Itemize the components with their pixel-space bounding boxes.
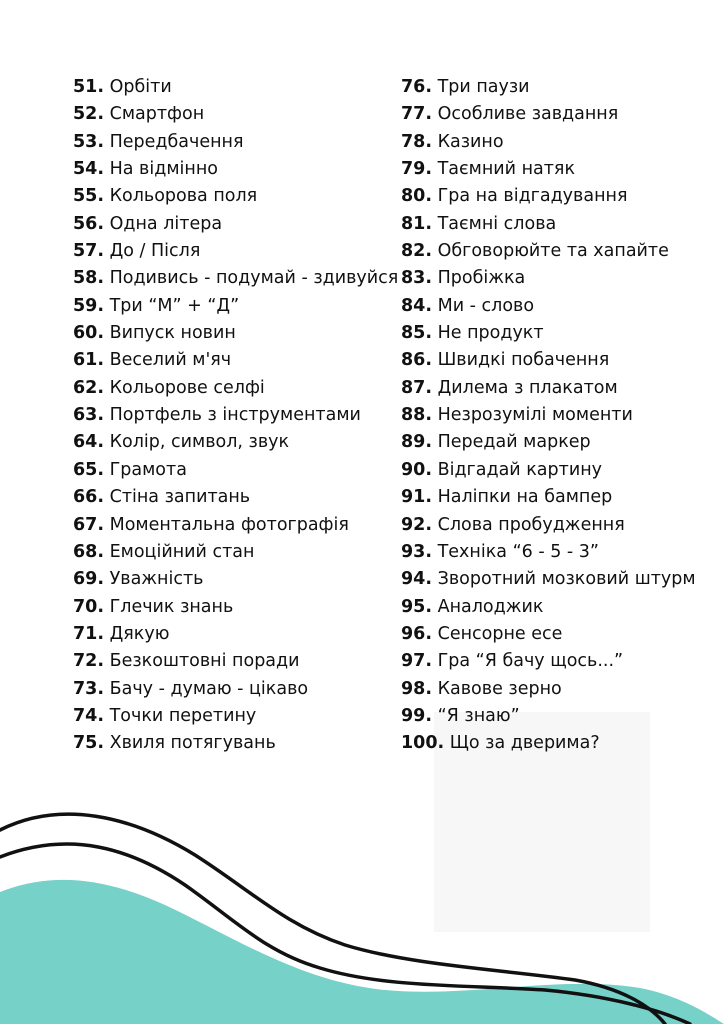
item-text: Три “М” + “Д” <box>109 295 240 316</box>
item-number: 55. <box>73 186 105 207</box>
item-text: Стіна запитань <box>109 487 251 508</box>
item-number: 60. <box>73 323 105 344</box>
item-text: Веселий м'яч <box>109 350 232 371</box>
item-text: Хвиля потягувань <box>109 733 276 754</box>
item-number: 81. <box>401 213 433 234</box>
item-number: 51. <box>73 77 105 97</box>
item-text: Грамота <box>109 459 187 480</box>
item-number: 52. <box>73 104 105 125</box>
item-number: 83. <box>401 268 433 289</box>
item-text: Емоційний стан <box>109 541 255 562</box>
item-number: 75. <box>73 733 105 754</box>
item-text: Кольорове селфі <box>109 377 265 398</box>
item-number: 67. <box>73 514 105 535</box>
item-number: 93. <box>401 541 433 562</box>
item-number: 98. <box>401 678 433 699</box>
item-number: 53. <box>73 131 105 152</box>
item-number: 57. <box>73 241 105 262</box>
item-text: Казино <box>437 131 504 152</box>
item-text: Зворотний мозковий штурм <box>437 569 696 590</box>
item-text: Точки перетину <box>109 705 257 726</box>
item-number: 97. <box>401 651 433 672</box>
item-number: 82. <box>401 241 433 262</box>
item-number: 88. <box>401 405 433 426</box>
item-number: 69. <box>73 569 105 590</box>
item-text: Що за дверима? <box>449 733 600 754</box>
item-number: 89. <box>401 432 433 453</box>
item-text: Особливе завдання <box>437 104 619 125</box>
item-text: Таємний натяк <box>437 159 576 180</box>
item-number: 87. <box>401 377 433 398</box>
item-number: 95. <box>401 596 433 617</box>
item-number: 72. <box>73 651 105 672</box>
item-text: Бачу - думаю - цікаво <box>109 678 309 699</box>
item-text: Безкоштовні поради <box>109 651 300 672</box>
item-text: Дякую <box>109 623 170 644</box>
item-number: 58. <box>73 268 105 289</box>
item-number: 100. <box>401 733 445 754</box>
teal-wave-shape <box>0 880 724 1024</box>
item-text: Відгадай картину <box>437 459 603 480</box>
item-text: Орбіти <box>109 77 172 97</box>
item-text: Гра “Я бачу щось...” <box>437 651 624 672</box>
item-text: Передай маркер <box>437 432 591 453</box>
item-text: Швидкі побачення <box>437 350 610 371</box>
item-number: 91. <box>401 487 433 508</box>
item-number: 63. <box>73 405 105 426</box>
item-number: 65. <box>73 459 105 480</box>
item-text: “Я знаю” <box>437 705 520 726</box>
item-text: Одна літера <box>109 213 223 234</box>
item-text: Таємні слова <box>437 213 557 234</box>
item-text: Глечик знань <box>109 596 234 617</box>
item-number: 73. <box>73 678 105 699</box>
item-text: Сенсорне есе <box>437 623 563 644</box>
item-text: Не продукт <box>437 323 544 344</box>
item-number: 56. <box>73 213 105 234</box>
item-number: 76. <box>401 77 433 97</box>
item-text: Пробіжка <box>437 268 526 289</box>
item-number: 84. <box>401 295 433 316</box>
item-number: 80. <box>401 186 433 207</box>
item-text: Аналоджик <box>437 596 544 617</box>
item-number: 66. <box>73 487 105 508</box>
item-number: 77. <box>401 104 433 125</box>
item-text: Наліпки на бампер <box>437 487 613 508</box>
item-text: Колір, символ, звук <box>109 432 290 453</box>
item-number: 54. <box>73 159 105 180</box>
item-number: 74. <box>73 705 105 726</box>
item-text: На відмінно <box>109 159 218 180</box>
item-number: 96. <box>401 623 433 644</box>
item-text: Техніка “6 - 5 - 3” <box>437 541 599 562</box>
item-number: 71. <box>73 623 105 644</box>
item-number: 86. <box>401 350 433 371</box>
item-number: 62. <box>73 377 105 398</box>
item-text: Слова пробудження <box>437 514 625 535</box>
item-text: Незрозумілі моменти <box>437 405 633 426</box>
item-number: 59. <box>73 295 105 316</box>
item-text: Подивись - подумай - здивуйся <box>109 268 399 289</box>
item-number: 90. <box>401 459 433 480</box>
item-text: Дилема з плакатом <box>437 377 618 398</box>
item-text: Три паузи <box>437 77 530 97</box>
item-number: 79. <box>401 159 433 180</box>
item-text: Уважність <box>109 569 204 590</box>
item-text: Гра на відгадування <box>437 186 628 207</box>
item-text: Випуск новин <box>109 323 236 344</box>
item-text: Обговорюйте та хапайте <box>437 241 669 262</box>
item-number: 64. <box>73 432 105 453</box>
item-number: 61. <box>73 350 105 371</box>
item-text: Кольорова поля <box>109 186 258 207</box>
item-number: 85. <box>401 323 433 344</box>
item-number: 99. <box>401 705 433 726</box>
item-number: 68. <box>73 541 105 562</box>
item-number: 70. <box>73 596 105 617</box>
item-text: Портфель з інструментами <box>109 405 361 426</box>
item-text: Ми - слово <box>437 295 535 316</box>
item-text: Кавове зерно <box>437 678 562 699</box>
item-text: Передбачення <box>109 131 244 152</box>
item-number: 78. <box>401 131 433 152</box>
item-number: 94. <box>401 569 433 590</box>
item-number: 92. <box>401 514 433 535</box>
item-text: До / Після <box>109 241 201 262</box>
item-text: Моментальна фотографія <box>109 514 349 535</box>
item-text: Смартфон <box>109 104 205 125</box>
